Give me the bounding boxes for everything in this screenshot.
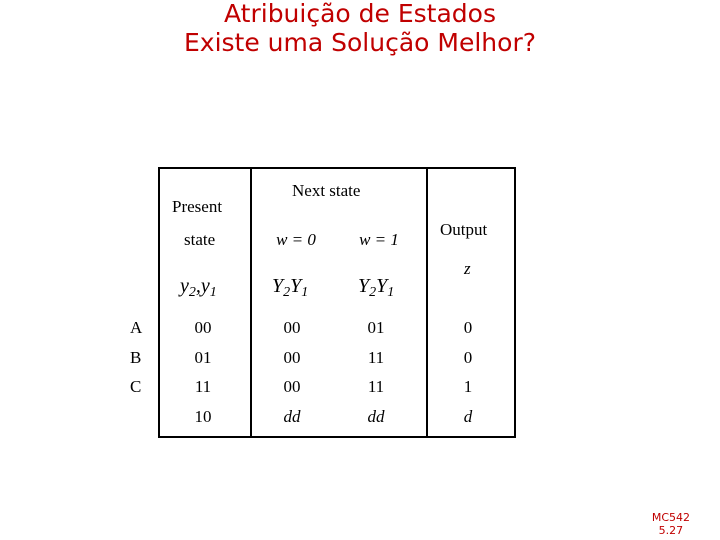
present-state-value: 00 [194, 318, 212, 337]
slide-title-line-2: Existe uma Solução Melhor? [183, 28, 536, 57]
table-divider-present [250, 167, 252, 438]
present-state-value: 01 [194, 348, 212, 367]
present-state-value: 11 [194, 377, 212, 396]
present-state-value: 10 [194, 407, 212, 426]
header-output: Output [440, 220, 488, 239]
next-state-w1-value: 11 [367, 348, 385, 367]
header-w1: w = 1 [359, 230, 399, 249]
row-label: B [130, 348, 142, 367]
next-state-w1-value: 11 [367, 377, 385, 396]
next-state-w1-value: dd [367, 407, 385, 426]
output-value: 0 [463, 348, 473, 367]
next-state-w1-value: 01 [367, 318, 385, 337]
row-label: A [130, 318, 143, 337]
header-z: z [464, 259, 471, 278]
output-value: 0 [463, 318, 473, 337]
header-present: Present [172, 197, 223, 216]
next-state-vars-w0: $Y_2Y_1$ [272, 275, 309, 300]
slide-footer [652, 511, 690, 537]
next-state-vars-w1: $Y_2Y_1$ [358, 275, 395, 300]
table-divider-output [426, 167, 428, 438]
slide-title-line-1: Atribuição de Estados [224, 0, 496, 28]
header-next-state: Next state [292, 181, 361, 200]
next-state-w0-value: dd [283, 407, 301, 426]
next-state-w0-value: 00 [283, 318, 301, 337]
slide-number: 5.27 [658, 524, 684, 537]
header-state: state [184, 230, 216, 249]
output-value: d [463, 407, 473, 426]
header-w0: w = 0 [276, 230, 316, 249]
next-state-w0-value: 00 [283, 377, 301, 396]
output-value: 1 [463, 377, 473, 396]
present-state-vars: $y_2,y_1$ [180, 275, 217, 300]
course-code: MC542 [651, 511, 690, 524]
row-label: C [130, 377, 142, 396]
next-state-w0-value: 00 [283, 348, 301, 367]
